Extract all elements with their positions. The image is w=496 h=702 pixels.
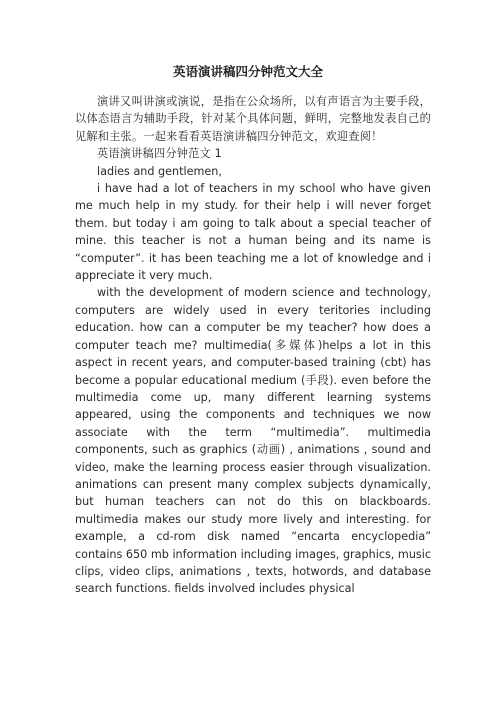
section-heading: 英语演讲稿四分钟范文 1: [97, 147, 222, 161]
document-title: 英语演讲稿四分钟范文大全: [172, 64, 323, 79]
intro-paragraph: 演讲又叫讲演或演说，是指在公众场所，以有声语言为主要手段，以体态语言为辅助手段，针对某个具体问题，鲜明，完整地发表自己的见解和主张。一起来看看英语演讲稿四分钟范文，欢迎查阅！: [75, 95, 431, 143]
document-body: [75, 93, 431, 598]
body-paragraph: i have had a lot of teachers in my school who have given me much help in my study. for their help i will never forget them. but today i am going to talk about a special teacher of mine. this teacher is not a human being and its name is “computer”. it has been teaching me a lot of knowledge and i appreciate it very much.: [75, 182, 431, 283]
salutation-paragraph: ladies and gentlemen,: [97, 164, 222, 178]
body-paragraph: with the development of modern science and technology, computers are widely used in every teritories including education. how can a computer be my teacher? how does a computer teach me? multimedia(多媒体)helps a lot in this aspect in recent years, and computer-based training (cbt) has become a popular educational medium (手段). even before the multimedia come up, many different learning systems appeared, using the components and techniques we now associate with the term “multimedia”. multimedia components, such as graphics (动画) , animations , sound and video, make the learning process easier through visualization. animations can present many complex subjects dynamically, but human teachers can not do this on blackboards. multimedia makes our study more lively and interesting. for example, a cd-rom disk named “encarta encyclopedia” contains 650 mb information including images, graphics, music clips, video clips, animations , texts, hotwords, and database search functions. fields involved includes physical: [75, 286, 431, 596]
